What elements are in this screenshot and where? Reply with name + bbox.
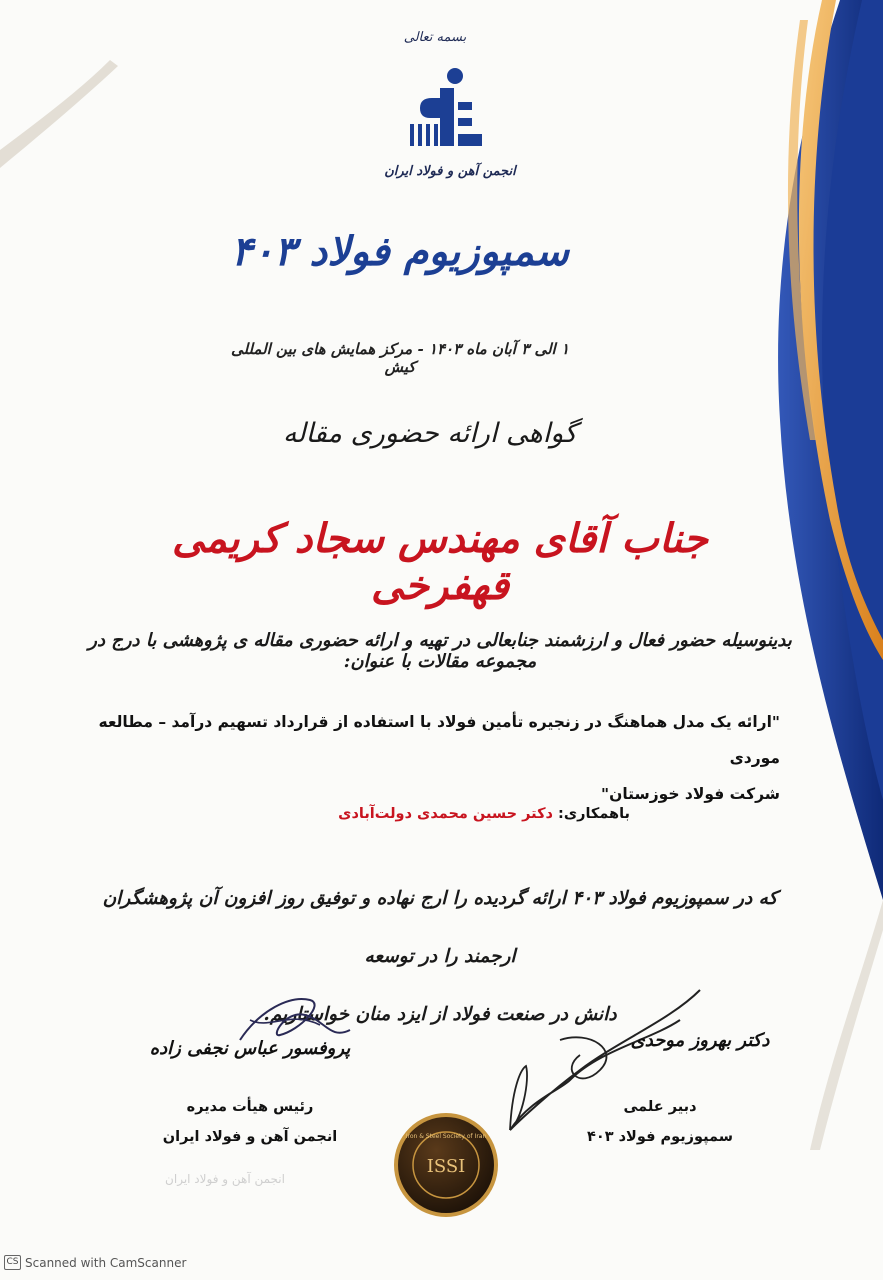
left-signatory-role-2: انجمن آهن و فولاد ایران (162, 1129, 338, 1145)
certificate-type: گواهی ارائه حضوری مقاله (282, 418, 578, 449)
right-signatory-role-1: دبیر علمی (623, 1099, 697, 1115)
collaboration-label: باهمکاری: (558, 806, 630, 822)
paper-title-line-1: "ارائه یک مدل هماهنگ در زنجیره تأمین فولاد با استفاده از قرارداد تسهیم درآمد – مطالعه موردی (98, 713, 780, 767)
left-signatory-roles (130, 1092, 370, 1152)
paper-title (80, 704, 780, 812)
right-signatory-name: دکتر بهروز موحدی (630, 1030, 770, 1051)
right-signatory-roles (570, 1092, 750, 1152)
recipient-name: جناب آقای مهندس سجاد کریمی قهفرخی (172, 515, 708, 609)
intro-text: بدینوسیله حضور فعال و ارزشمند جنابعالی در تهیه و ارائه حضوری مقاله ی پژوهشی با درج در مجموعه مقالات با عنوان: (88, 630, 792, 672)
besmellah-text: بسمه تعالی (403, 30, 467, 45)
collaboration (290, 806, 630, 822)
paper-title-line-2: شرکت فولاد خوزستان" (601, 785, 780, 803)
left-signatory-role-1: رئیس هیأت مدیره (186, 1099, 314, 1115)
closing-line-1: که در سمپوزیوم فولاد ۴۰۳ ارائه گردیده را ارج نهاده و توفیق روز افزون آن پژوهشگران ارجمند را در توسعه (102, 888, 778, 967)
seal-text: ISSI (426, 1156, 466, 1177)
page-title: سمپوزیوم فولاد ۴۰۳ (231, 228, 569, 275)
event-date-location: ۱ الی ۳ آبان ماه ۱۴۰۳ - مرکز همایش های بین المللی کیش (230, 340, 570, 376)
logo-caption: انجمن آهن و فولاد ایران (384, 164, 516, 179)
seal-ring-text: Iron & Steel Society of Iran (405, 1133, 487, 1140)
left-signatory-name: پروفسور عباس نجفی زاده (149, 1038, 351, 1059)
issi-seal-icon (393, 1112, 499, 1218)
scanner-text: Scanned with CamScanner (25, 1255, 187, 1270)
camscanner-icon: CS (4, 1255, 21, 1270)
faint-stamp-text: انجمن آهن و فولاد ایران (165, 1172, 285, 1186)
right-signatory-role-2: سمپوزیوم فولاد ۴۰۳ (587, 1129, 733, 1145)
collaborator-name: دکتر حسین محمدی دولت‌آبادی (338, 806, 553, 822)
scanner-watermark (4, 1255, 186, 1270)
closing-line-2: دانش در صنعت فولاد از ایزد منان خواستاریم. (263, 1004, 617, 1025)
association-logo-icon (400, 66, 485, 156)
